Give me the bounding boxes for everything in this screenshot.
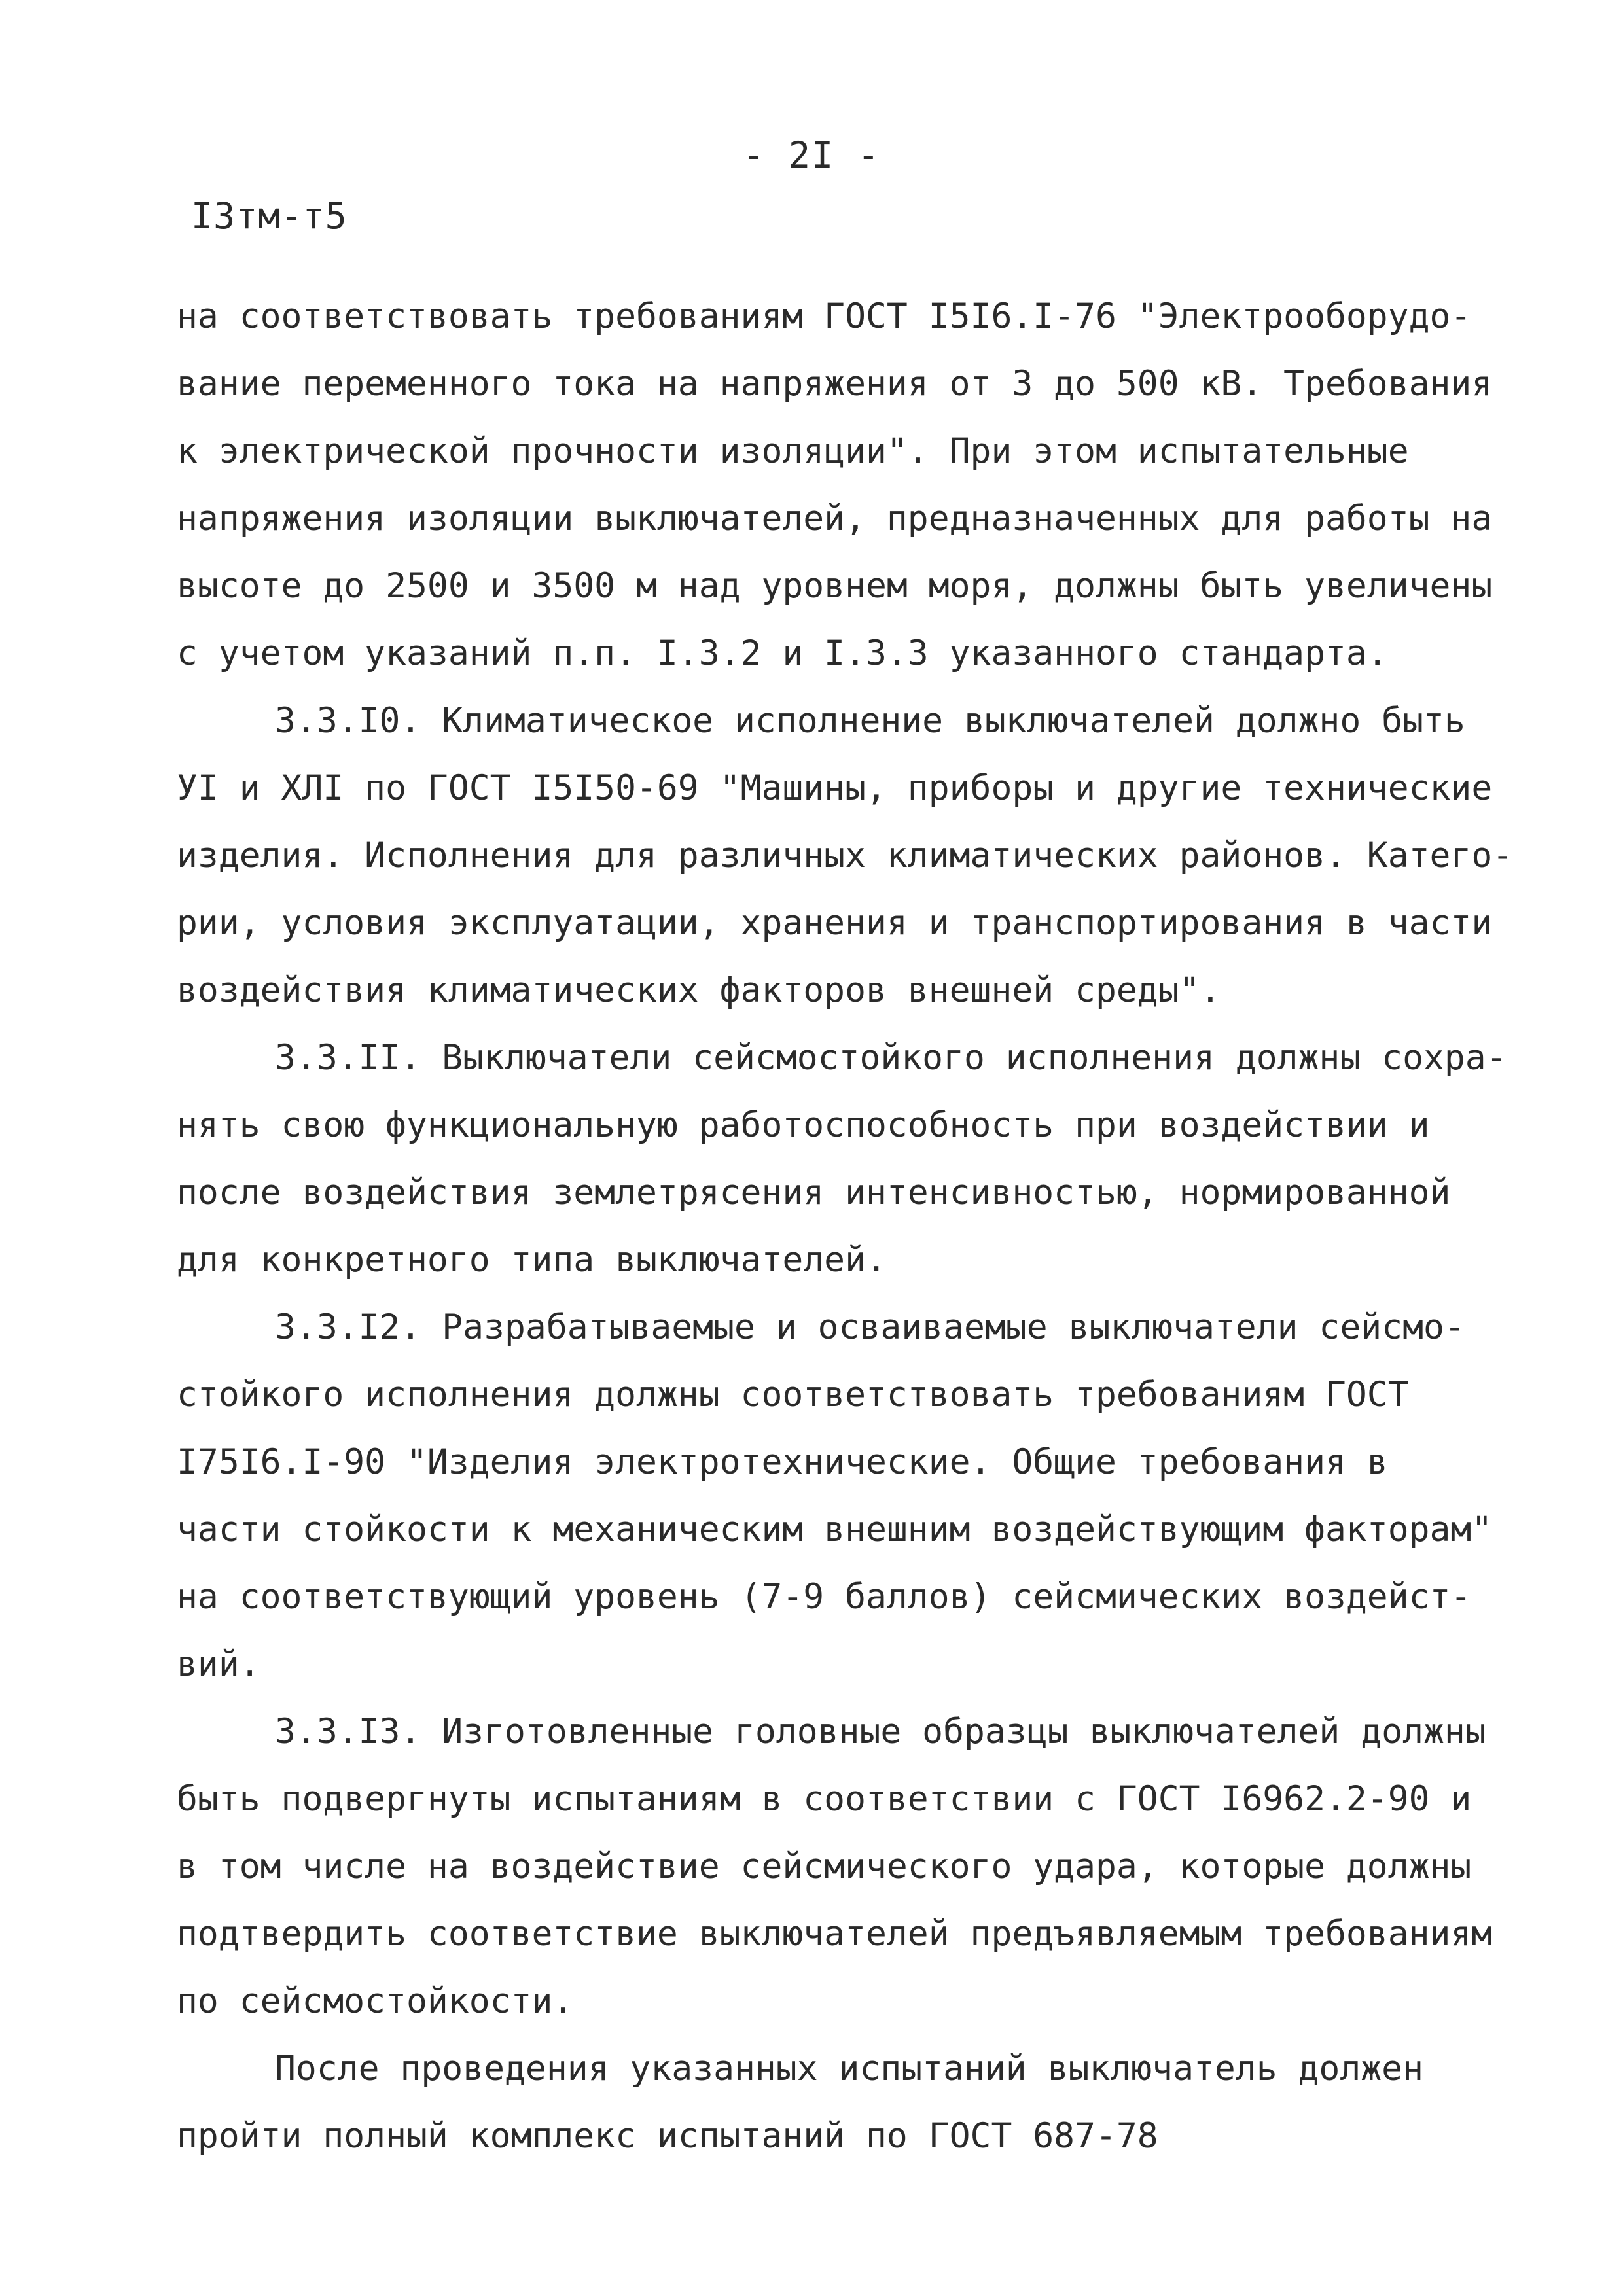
paragraph-3-3-12-start: 3.3.I2. Разрабатываемые и осваиваемые выключатели сейсмо- [275, 1307, 1465, 1347]
text-line: нять свою функциональную работоспособность при воздействии и [177, 1105, 1430, 1145]
text-line: рии, условия эксплуатации, хранения и транспортирования в части [177, 903, 1493, 943]
text-line: пройти полный комплекс испытаний по ГОСТ 687-78 [177, 2116, 1158, 2156]
paragraph-final-start: После проведения указанных испытаний выключатель должен [275, 2049, 1423, 2089]
text-line: воздействия климатических факторов внешней среды". [177, 970, 1221, 1010]
paragraph-3-3-10-start: 3.3.I0. Климатическое исполнение выключателей должно быть [275, 701, 1465, 741]
text-line: к электрической прочности изоляции". При этом испытательные [177, 431, 1409, 471]
document-body [177, 283, 1514, 2170]
text-line: в том числе на воздействие сейсмического удара, которые должны [177, 1846, 1472, 1886]
text-line: напряжения изоляции выключателей, предназначенных для работы на [177, 499, 1493, 539]
text-line: быть подвергнуты испытаниям в соответствии с ГОСТ I6962.2-90 и [177, 1779, 1472, 1819]
text-line: изделия. Исполнения для различных климатических районов. Катего- [177, 836, 1514, 875]
text-line: подтвердить соответствие выключателей предъявляемым требованиям [177, 1914, 1493, 1954]
text-line: по сейсмостойкости. [177, 1981, 574, 2021]
paragraph-3-3-13-start: 3.3.I3. Изготовленные головные образцы выключателей должны [275, 1712, 1486, 1752]
text-line: с учетом указаний п.п. I.3.2 и I.3.3 указанного стандарта. [177, 633, 1388, 673]
text-line: для конкретного типа выключателей. [177, 1240, 887, 1280]
paragraph-3-3-11-start: 3.3.II. Выключатели сейсмостойкого исполнения должны сохра- [275, 1038, 1507, 1078]
text-line: вание переменного тока на напряжения от 3 до 500 кВ. Требования [177, 364, 1493, 404]
text-line: вий. [177, 1644, 260, 1684]
document-code: I3тм-т5 [191, 195, 348, 237]
text-line: УI и ХЛI по ГОСТ I5I50-69 "Машины, приборы и другие технические [177, 768, 1493, 808]
text-line: после воздействия землетрясения интенсивностью, нормированной [177, 1173, 1451, 1212]
text-line: на соответствующий уровень (7-9 баллов) сейсмических воздейст- [177, 1577, 1472, 1617]
text-line: части стойкости к механическим внешним воздействующим факторам" [177, 1510, 1493, 1549]
text-line: на соответствовать требованиям ГОСТ I5I6.I-76 "Электрооборудо- [177, 296, 1472, 336]
text-line: I75I6.I-90 "Изделия электротехнические. Общие требования в [177, 1442, 1388, 1482]
page-number: - 2I - [742, 134, 881, 176]
text-line: высоте до 2500 и 3500 м над уровнем моря, должны быть увеличены [177, 566, 1493, 606]
text-line: стойкого исполнения должны соответствовать требованиям ГОСТ [177, 1375, 1409, 1415]
